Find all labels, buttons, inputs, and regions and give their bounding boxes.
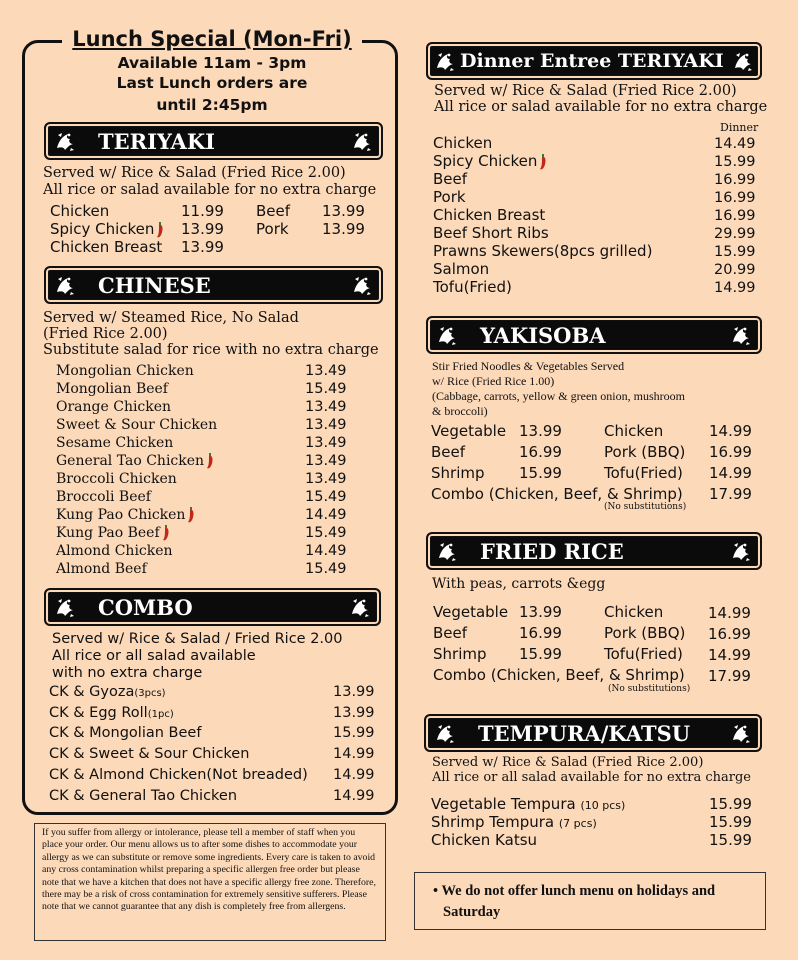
menu-item-price: 13.99 <box>181 220 224 238</box>
menu-item-price: 20.99 <box>714 262 756 278</box>
menu-item-price: 14.99 <box>333 788 375 804</box>
menu-item-price: 29.99 <box>714 226 756 242</box>
menu-item-name: Sesame Chicken <box>56 435 174 451</box>
dragon-ornament-icon <box>730 540 752 562</box>
menu-item-note: (3pcs) <box>134 688 166 699</box>
menu-item-price: 16.99 <box>519 624 562 642</box>
chinese-banner <box>44 266 383 304</box>
menu-item-price: 13.99 <box>333 705 375 721</box>
menu-item-price: 14.49 <box>305 507 347 523</box>
menu-item-price: 17.99 <box>709 485 752 503</box>
menu-item-price: 14.99 <box>708 646 751 664</box>
yakisoba-desc-line1: Stir Fried Noodles & Vegetables Served <box>432 359 625 373</box>
menu-item-price: 16.99 <box>714 208 756 224</box>
menu-item-price: 11.99 <box>181 202 224 220</box>
teriyaki-desc-line2: All rice or salad available for no extra charge <box>43 182 377 198</box>
menu-item-name: Prawns Skewers(8pcs grilled) <box>433 242 653 260</box>
menu-item-kung-pao-chicken <box>56 507 195 523</box>
menu-item-kung-pao-beef <box>56 525 170 541</box>
menu-item-name: Kung Pao Beef <box>56 525 160 541</box>
fried-rice-desc: With peas, carrots &egg <box>432 576 606 592</box>
menu-item-name: CK & General Tao Chicken <box>49 788 238 804</box>
menu-item-price: 13.99 <box>181 238 224 256</box>
menu-item-price: 13.49 <box>305 417 347 433</box>
dragon-ornament-icon <box>54 274 76 296</box>
menu-item-name: Salmon <box>433 260 490 278</box>
tempura-katsu-banner <box>424 714 762 752</box>
holiday-notice <box>414 872 766 930</box>
chili-pepper-icon <box>539 154 547 170</box>
dragon-ornament-icon <box>351 130 373 152</box>
menu-item-name: Orange Chicken <box>56 399 172 415</box>
dinner-column-header: Dinner <box>720 121 759 134</box>
menu-item-price: 17.99 <box>708 667 751 685</box>
menu-item-price: 15.99 <box>519 464 562 482</box>
dinner-teriyaki-banner <box>426 42 762 80</box>
dragon-ornament-icon <box>436 324 458 346</box>
menu-item-price: 14.99 <box>709 422 752 440</box>
menu-item-price: 16.99 <box>714 172 756 188</box>
tempura-item-shrimp <box>431 813 597 831</box>
menu-item-name: Beef <box>433 170 468 188</box>
menu-item-name: Vegetable <box>431 422 507 440</box>
menu-item-name: Spicy Chicken <box>433 152 538 170</box>
menu-item-price: 15.49 <box>305 561 347 577</box>
teriyaki-banner <box>44 122 383 160</box>
menu-item-price: 15.49 <box>305 381 347 397</box>
dragon-ornament-icon <box>730 722 752 744</box>
tempura-katsu-banner-title: TEMPURA/KATSU <box>478 720 691 746</box>
menu-item-price: 16.99 <box>709 443 752 461</box>
fried-rice-banner-title: FRIED RICE <box>480 538 624 564</box>
yakisoba-desc-line4: & broccoli) <box>432 404 488 418</box>
menu-item-name: Shrimp <box>433 645 487 663</box>
tempura-item-vegetable <box>431 795 625 813</box>
menu-item-price: 16.99 <box>708 625 751 643</box>
dragon-ornament-icon <box>54 130 76 152</box>
menu-item-price: 15.99 <box>333 725 375 741</box>
menu-item-price: 13.49 <box>305 453 347 469</box>
allergy-notice: If you suffer from allergy or intolerance, please tell a member of staff when you place your order. Our menu allows us to after some dishes to accommodate your allergy as we can substitute or remove some ingredients. Every care is taken to avoid any cross contamination whilst preparing a specific allergen free order but please note that we have a kitchen that does not have a specific allergy free zone. Therefore, there may be a risk of cross contamination for extremely sensitive sufferers. Please note that we cannot guarantee that any dish is completely free from allergens. <box>34 823 386 941</box>
menu-item-name: Tofu(Fried) <box>433 278 512 296</box>
menu-item-name: Beef <box>256 202 291 220</box>
menu-item-price: 16.99 <box>519 443 562 461</box>
menu-item-price: 14.99 <box>714 280 756 296</box>
menu-item-name: Pork (BBQ) <box>604 443 686 461</box>
menu-item-name: Sweet & Sour Chicken <box>56 417 218 433</box>
menu-item-name: Chicken Katsu <box>431 831 538 849</box>
menu-item-price: 13.99 <box>322 220 365 238</box>
menu-item-name: CK & Mongolian Beef <box>49 725 202 741</box>
menu-item-price: 14.99 <box>709 464 752 482</box>
yakisoba-banner-title: YAKISOBA <box>480 322 606 348</box>
menu-item-price: 13.49 <box>305 399 347 415</box>
menu-item-name: Chicken <box>433 134 493 152</box>
menu-item-name: Pork (BBQ) <box>604 624 686 642</box>
chinese-banner-title: CHINESE <box>98 272 211 298</box>
menu-item-name: Broccoli Beef <box>56 489 151 505</box>
tempura-desc-line1: Served w/ Rice & Salad (Fried Rice 2.00) <box>432 755 704 770</box>
menu-item-price: 13.99 <box>333 684 375 700</box>
menu-item-name: Shrimp <box>431 464 485 482</box>
combo-item-eggroll <box>49 705 174 721</box>
chinese-desc-line3: Substitute salad for rice with no extra charge <box>43 342 379 358</box>
menu-item-price: 14.99 <box>333 767 375 783</box>
menu-item-name: Vegetable <box>433 603 509 621</box>
menu-item-price: 15.99 <box>709 795 752 813</box>
menu-item-price: 13.49 <box>305 435 347 451</box>
menu-item-price: 14.99 <box>333 746 375 762</box>
menu-item-price: 16.99 <box>714 190 756 206</box>
teriyaki-desc-line1: Served w/ Rice & Salad (Fried Rice 2.00) <box>43 165 346 181</box>
menu-item-name: Combo (Chicken, Beef, & Shrimp) <box>433 666 685 684</box>
dragon-ornament-icon <box>351 274 373 296</box>
menu-item-price: 15.99 <box>709 831 752 849</box>
menu-item-name: Tofu(Fried) <box>604 464 683 482</box>
combo-item-gyoza <box>49 684 166 700</box>
menu-item-spicy-chicken <box>433 152 547 170</box>
menu-item-name: General Tao Chicken <box>56 453 205 469</box>
lunch-hours: Available 11am - 3pm <box>117 54 307 72</box>
lunch-last-order-line1: Last Lunch orders are <box>116 74 308 92</box>
menu-item-price: 14.49 <box>305 543 347 559</box>
menu-item-price: 14.99 <box>708 604 751 622</box>
chinese-desc-line2: (Fried Rice 2.00) <box>43 326 168 342</box>
menu-item-name: CK & Sweet & Sour Chicken <box>49 746 250 762</box>
menu-item-name: Shrimp Tempura <box>431 813 555 831</box>
menu-item-name: Pork <box>256 220 289 238</box>
menu-item-name: Chicken <box>604 422 664 440</box>
chili-pepper-icon <box>187 507 195 523</box>
dinner-teriyaki-desc-line2: All rice or salad available for no extra charge <box>434 99 768 115</box>
combo-note: (No substitutions) <box>604 502 687 512</box>
menu-item-note: (7 pcs) <box>558 817 597 830</box>
yakisoba-banner <box>426 316 762 354</box>
menu-item-general-tao <box>56 453 214 469</box>
menu-item-name: Almond Chicken <box>56 543 173 559</box>
menu-item-name: Kung Pao Chicken <box>56 507 186 523</box>
menu-item-price: 13.99 <box>322 202 365 220</box>
teriyaki-banner-title: TERIYAKI <box>98 128 215 154</box>
combo-note: (No substitutions) <box>608 684 691 694</box>
menu-item-spicy-chicken <box>50 220 164 238</box>
chili-pepper-icon <box>156 222 164 238</box>
dinner-teriyaki-desc-line1: Served w/ Rice & Salad (Fried Rice 2.00) <box>434 83 737 99</box>
menu-item-price: 15.99 <box>519 645 562 663</box>
menu-item-price: 15.99 <box>709 813 752 831</box>
menu-item-name: Beef <box>433 624 468 642</box>
menu-item-name: Chicken <box>50 202 110 220</box>
dragon-ornament-icon <box>436 540 458 562</box>
menu-item-note: (1pc) <box>147 709 174 720</box>
menu-item-name: Chicken <box>604 603 664 621</box>
yakisoba-desc-line2: w/ Rice (Fried Rice 1.00) <box>432 374 555 388</box>
menu-item-name: Chicken Breast <box>433 206 546 224</box>
menu-item-price: 13.99 <box>519 603 562 621</box>
lunch-last-order-line2: until 2:45pm <box>156 96 268 114</box>
menu-item-price: 14.49 <box>714 136 756 152</box>
combo-desc-line1: Served w/ Rice & Salad / Fried Rice 2.00 <box>52 631 343 647</box>
dinner-teriyaki-banner-title: Dinner Entree TERIYAKI <box>460 50 724 72</box>
menu-item-name: Chicken Breast <box>50 238 163 256</box>
chili-pepper-icon <box>206 453 214 469</box>
menu-item-name: Tofu(Fried) <box>604 645 683 663</box>
tempura-desc-line2: All rice or all salad available for no extra charge <box>432 770 751 785</box>
fried-rice-banner <box>426 532 762 570</box>
menu-item-name: Broccoli Chicken <box>56 471 177 487</box>
menu-item-name: Pork <box>433 188 466 206</box>
menu-item-price: 15.49 <box>305 489 347 505</box>
menu-item-note: (10 pcs) <box>580 799 626 812</box>
menu-item-name: Spicy Chicken <box>50 220 155 238</box>
menu-item-name: Beef <box>431 443 466 461</box>
menu-item-name: Almond Beef <box>56 561 147 577</box>
menu-item-name: CK & Almond Chicken(Not breaded) <box>49 767 308 783</box>
dragon-ornament-icon <box>434 722 456 744</box>
menu-item-price: 15.99 <box>714 154 756 170</box>
menu-item-price: 15.49 <box>305 525 347 541</box>
menu-item-price: 13.99 <box>519 422 562 440</box>
menu-item-name: Mongolian Beef <box>56 381 168 397</box>
menu-item-price: 13.49 <box>305 363 347 379</box>
chili-pepper-icon <box>162 525 170 541</box>
menu-item-name: CK & Gyoza <box>49 684 135 700</box>
dragon-ornament-icon <box>349 596 371 618</box>
menu-item-name: CK & Egg Roll <box>49 705 148 721</box>
menu-item-name: Vegetable Tempura <box>431 795 576 813</box>
dragon-ornament-icon <box>434 50 456 72</box>
combo-banner-title: COMBO <box>98 594 193 620</box>
menu-item-price: 13.49 <box>305 471 347 487</box>
dragon-ornament-icon <box>54 596 76 618</box>
yakisoba-desc-line3: (Cabbage, carrots, yellow & green onion, mushroom <box>432 389 685 403</box>
combo-banner <box>44 588 381 626</box>
menu-item-name: Combo (Chicken, Beef, & Shrimp) <box>431 485 683 503</box>
menu-item-name: Mongolian Chicken <box>56 363 194 379</box>
combo-desc-line2: All rice or all salad available <box>52 648 256 664</box>
dragon-ornament-icon <box>732 50 754 72</box>
menu-item-price: 15.99 <box>714 244 756 260</box>
lunch-special-title: Lunch Special (Mon-Fri) <box>72 27 352 51</box>
dragon-ornament-icon <box>730 324 752 346</box>
menu-item-name: Beef Short Ribs <box>433 224 549 242</box>
chinese-desc-line1: Served w/ Steamed Rice, No Salad <box>43 310 299 326</box>
holiday-notice-text: • We do not offer lunch menu on holidays and Saturday <box>433 883 716 920</box>
combo-desc-line3: with no extra charge <box>52 665 203 681</box>
